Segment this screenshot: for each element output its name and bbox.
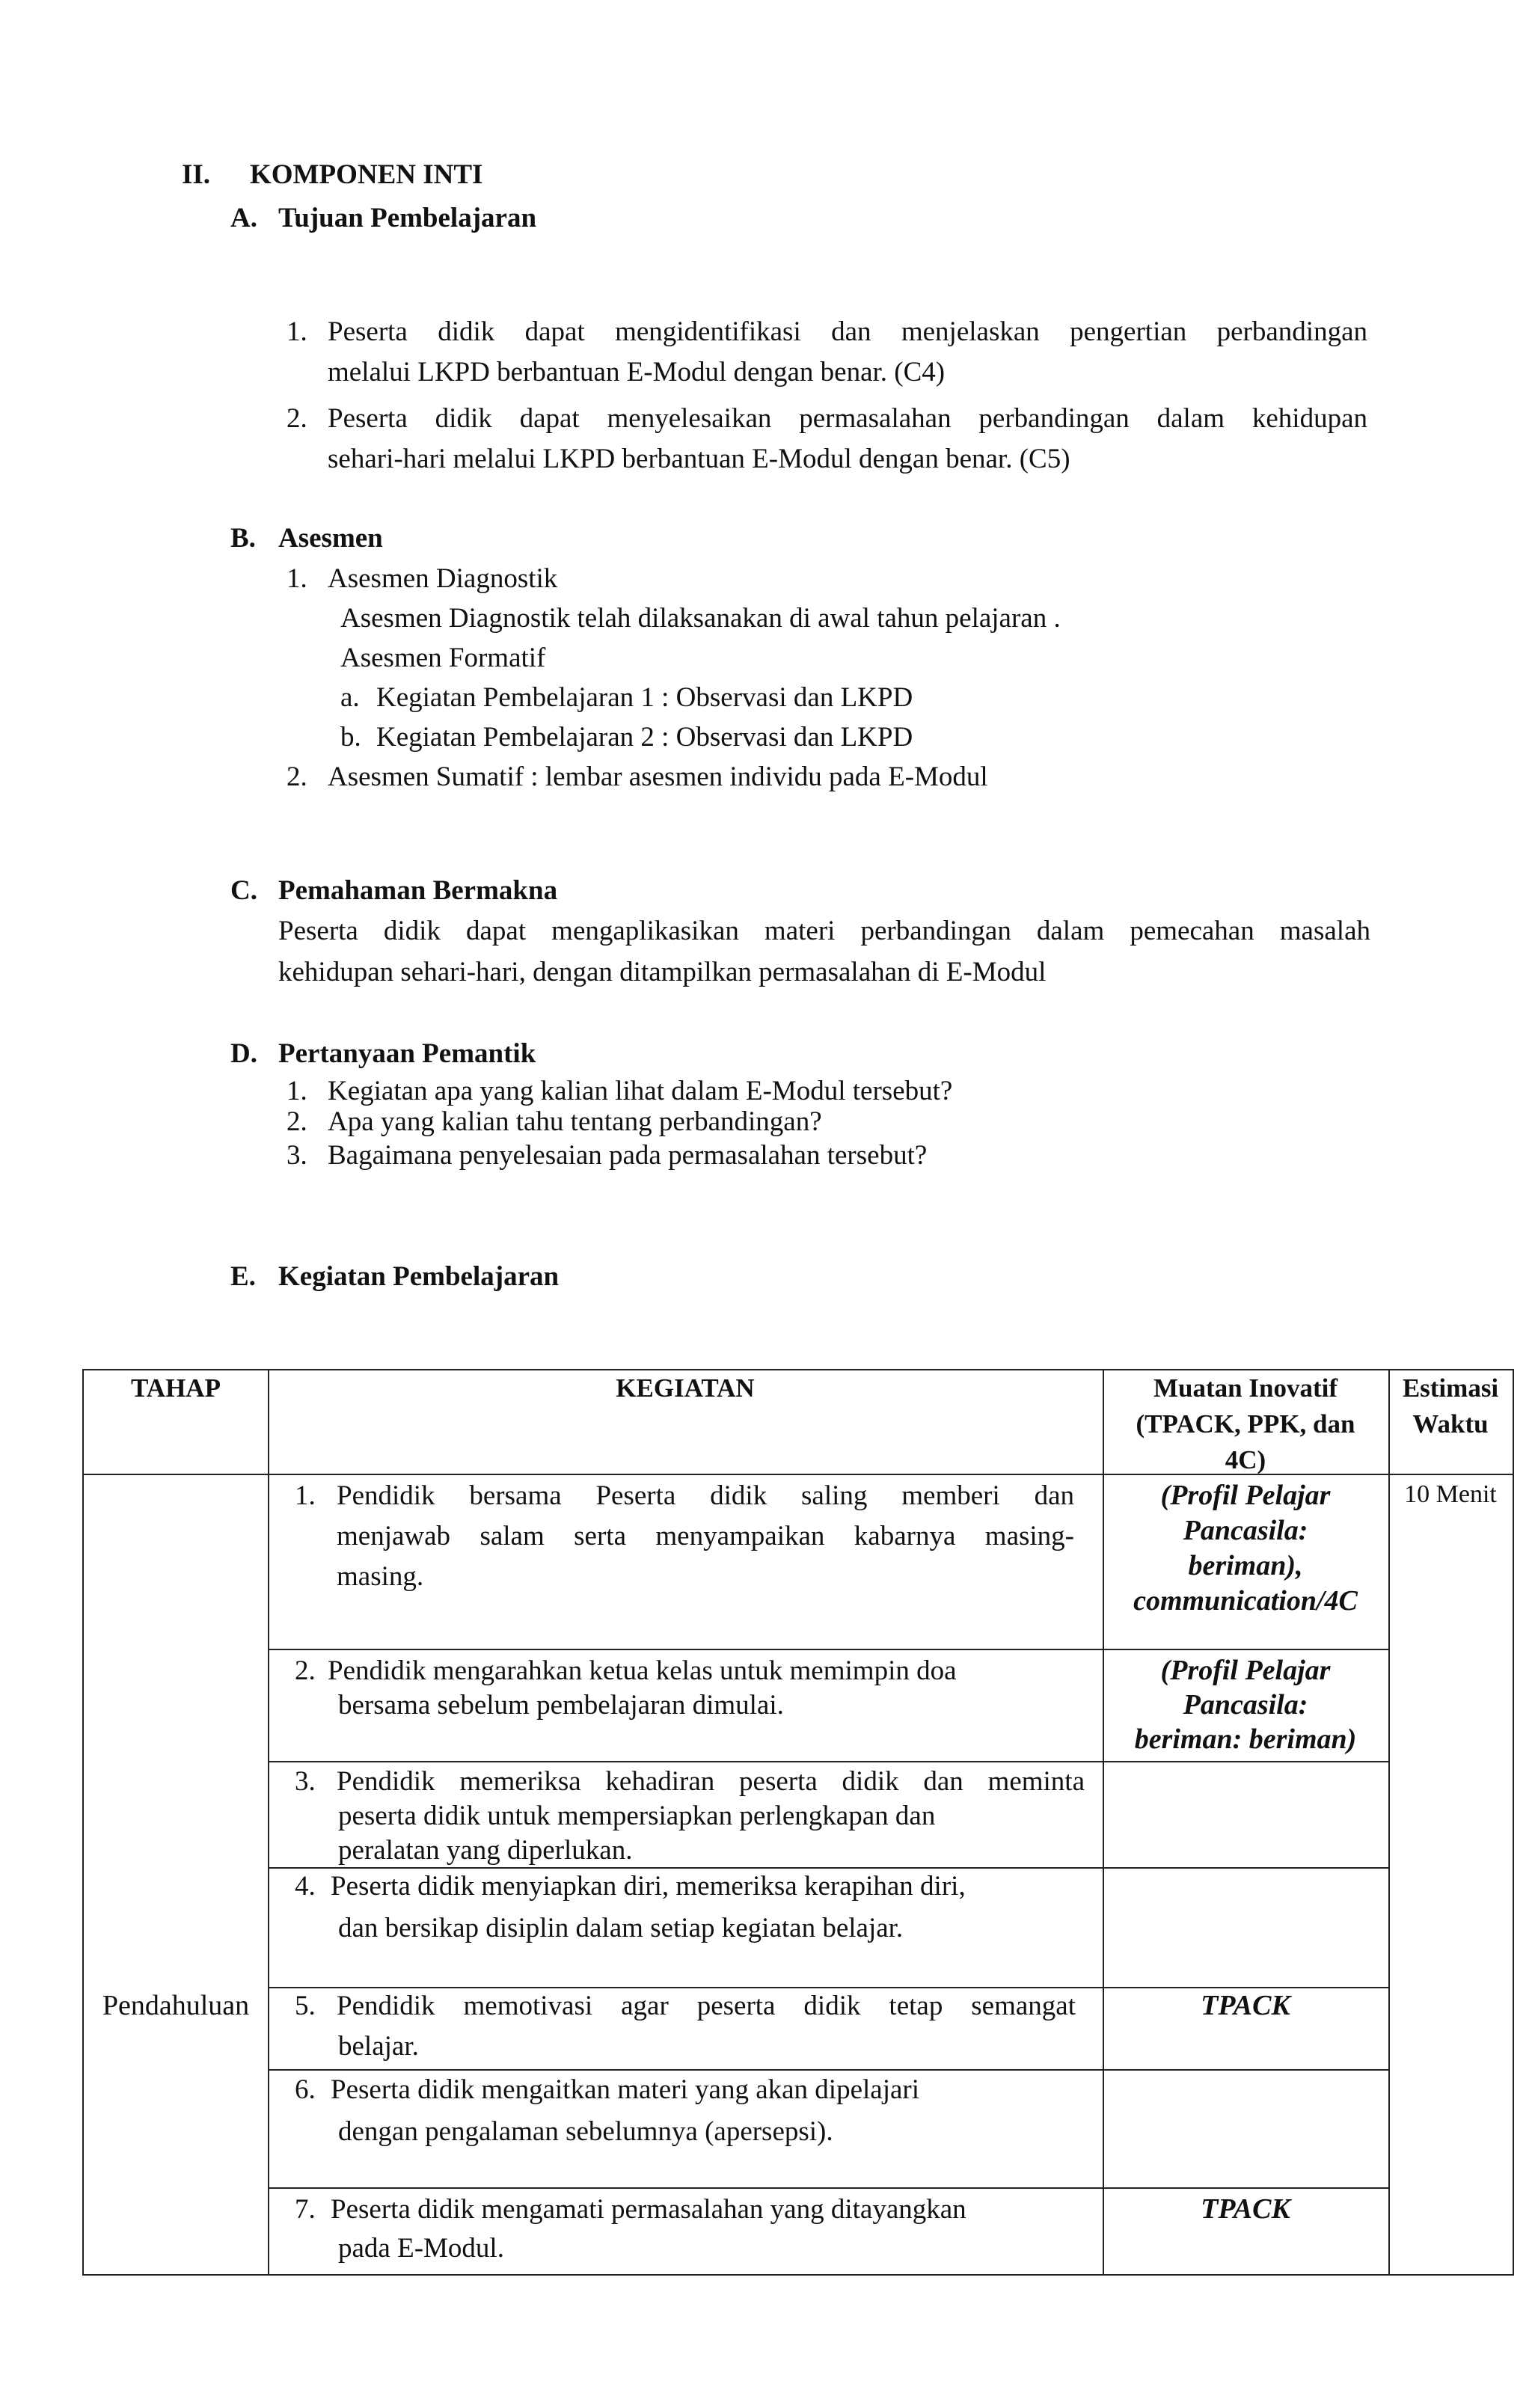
pemahaman-line1: Peserta didik dapat mengaplikasikan materi perbandingan dalam pemecahan masalah xyxy=(278,916,1370,946)
row-7-line1: Peserta didik mengamati permasalahan yang ditayangkan xyxy=(331,2194,966,2225)
pemahaman-line2: kehidupan sehari-hari, dengan ditampilkan permasalahan di E-Modul xyxy=(278,957,1047,987)
row-5-number: 5. xyxy=(295,1991,316,2021)
row-5-muatan: TPACK xyxy=(1201,1990,1290,2021)
row-1-muatan-4: communication/4C xyxy=(1133,1585,1358,1617)
row-1-muatan-1: (Profil Pelajar xyxy=(1160,1480,1331,1511)
row-7-line2: pada E-Modul. xyxy=(338,2233,504,2264)
header-muatan-line2: (TPACK, PPK, dan xyxy=(1136,1409,1355,1439)
row-3-line3: peralatan yang diperlukan. xyxy=(338,1835,633,1866)
formatif-b-text: Kegiatan Pembelajaran 2 : Observasi dan LKPD xyxy=(376,722,913,753)
asesmen-formatif-title: Asesmen Formatif xyxy=(340,643,546,673)
section-title: KOMPONEN INTI xyxy=(250,159,483,190)
tujuan-2-line2: sehari-hari melalui LKPD berbantuan E-Modul dengan benar. (C5) xyxy=(328,444,1070,474)
tujuan-1-line2: melalui LKPD berbantuan E-Modul dengan benar. (C4) xyxy=(328,357,946,387)
pemantik-1-number: 1. xyxy=(287,1076,307,1106)
row-3-number: 3. xyxy=(295,1766,316,1797)
row-6-number: 6. xyxy=(295,2074,316,2105)
row-7-muatan: TPACK xyxy=(1201,2193,1290,2225)
header-kegiatan: KEGIATAN xyxy=(616,1373,755,1403)
row-1-number: 1. xyxy=(295,1480,316,1511)
row-2-muatan-2: Pancasila: xyxy=(1183,1689,1308,1721)
row-1-line3: masing. xyxy=(337,1561,424,1592)
formatif-a-letter: a. xyxy=(340,682,360,713)
heading-d-title: Pertanyaan Pemantik xyxy=(278,1038,536,1069)
row-5-line2: belajar. xyxy=(338,2031,419,2062)
pemantik-3-text: Bagaimana penyelesaian pada permasalahan tersebut? xyxy=(328,1140,928,1171)
heading-c-letter: C. xyxy=(230,875,257,906)
row-3-line1: Pendidik memeriksa kehadiran peserta didik dan meminta xyxy=(337,1766,1085,1797)
asesmen-1-number: 1. xyxy=(287,563,307,594)
tahap-pendahuluan: Pendahuluan xyxy=(102,1990,250,2021)
header-muatan-line1: Muatan Inovatif xyxy=(1153,1373,1338,1403)
row-2-line1: Pendidik mengarahkan ketua kelas untuk memimpin doa xyxy=(328,1655,957,1686)
section-number: II. xyxy=(182,159,211,190)
heading-d-letter: D. xyxy=(230,1038,257,1069)
row-2-muatan-3: beriman: beriman) xyxy=(1134,1724,1357,1755)
formatif-a-text: Kegiatan Pembelajaran 1 : Observasi dan LKPD xyxy=(376,682,913,713)
tujuan-1-number: 1. xyxy=(287,316,307,347)
kegiatan-table xyxy=(82,1369,1514,2276)
asesmen-1-title: Asesmen Diagnostik xyxy=(328,563,558,594)
heading-a-title: Tujuan Pembelajaran xyxy=(278,203,537,233)
heading-b-title: Asesmen xyxy=(278,523,383,554)
header-tahap: TAHAP xyxy=(131,1373,221,1403)
row-6-line2: dengan pengalaman sebelumnya (apersepsi). xyxy=(338,2116,833,2147)
estimasi-waktu: 10 Menit xyxy=(1404,1480,1497,1508)
row-2-number: 2. xyxy=(295,1655,316,1686)
pemantik-2-number: 2. xyxy=(287,1106,307,1137)
heading-c-title: Pemahaman Bermakna xyxy=(278,875,558,906)
tujuan-1-line1: Peserta didik dapat mengidentifikasi dan menjelaskan pengertian perbandingan xyxy=(328,316,1367,347)
pemantik-2-text: Apa yang kalian tahu tentang perbandingan? xyxy=(328,1106,822,1137)
asesmen-2-number: 2. xyxy=(287,762,307,792)
pemantik-3-number: 3. xyxy=(287,1140,307,1171)
asesmen-2-text: Asesmen Sumatif : lembar asesmen individu pada E-Modul xyxy=(328,762,988,792)
header-estimasi-line1: Estimasi xyxy=(1402,1373,1499,1403)
heading-b-letter: B. xyxy=(230,523,256,554)
row-1-muatan-3: beriman), xyxy=(1188,1550,1303,1581)
pemantik-1-text: Kegiatan apa yang kalian lihat dalam E-Modul tersebut? xyxy=(328,1076,953,1106)
header-muatan-line3: 4C) xyxy=(1225,1445,1266,1474)
row-4-number: 4. xyxy=(295,1871,316,1902)
row-3-line2: peserta didik untuk mempersiapkan perlengkapan dan xyxy=(338,1801,936,1831)
heading-e-title: Kegiatan Pembelajaran xyxy=(278,1261,560,1292)
tujuan-2-number: 2. xyxy=(287,403,307,434)
row-1-line1: Pendidik bersama Peserta didik saling memberi dan xyxy=(337,1480,1074,1511)
row-5-line1: Pendidik memotivasi agar peserta didik tetap semangat xyxy=(337,1991,1076,2021)
row-1-muatan-2: Pancasila: xyxy=(1183,1515,1308,1546)
tujuan-2-line1: Peserta didik dapat menyelesaikan permasalahan perbandingan dalam kehidupan xyxy=(328,403,1367,434)
row-2-muatan-1: (Profil Pelajar xyxy=(1160,1655,1331,1686)
formatif-b-letter: b. xyxy=(340,722,361,753)
row-4-line2: dan bersikap disiplin dalam setiap kegiatan belajar. xyxy=(338,1913,904,1943)
row-2-line2: bersama sebelum pembelajaran dimulai. xyxy=(338,1690,784,1721)
row-4-line1: Peserta didik menyiapkan diri, memeriksa kerapihan diri, xyxy=(331,1871,966,1902)
header-estimasi-line2: Waktu xyxy=(1412,1409,1489,1439)
row-6-line1: Peserta didik mengaitkan materi yang akan dipelajari xyxy=(331,2074,919,2105)
asesmen-diagnostik-text: Asesmen Diagnostik telah dilaksanakan di awal tahun pelajaran . xyxy=(340,603,1061,634)
row-1-line2: menjawab salam serta menyampaikan kabarnya masing- xyxy=(337,1521,1074,1551)
heading-a-letter: A. xyxy=(230,203,257,233)
heading-e-letter: E. xyxy=(230,1261,256,1292)
row-7-number: 7. xyxy=(295,2194,316,2225)
